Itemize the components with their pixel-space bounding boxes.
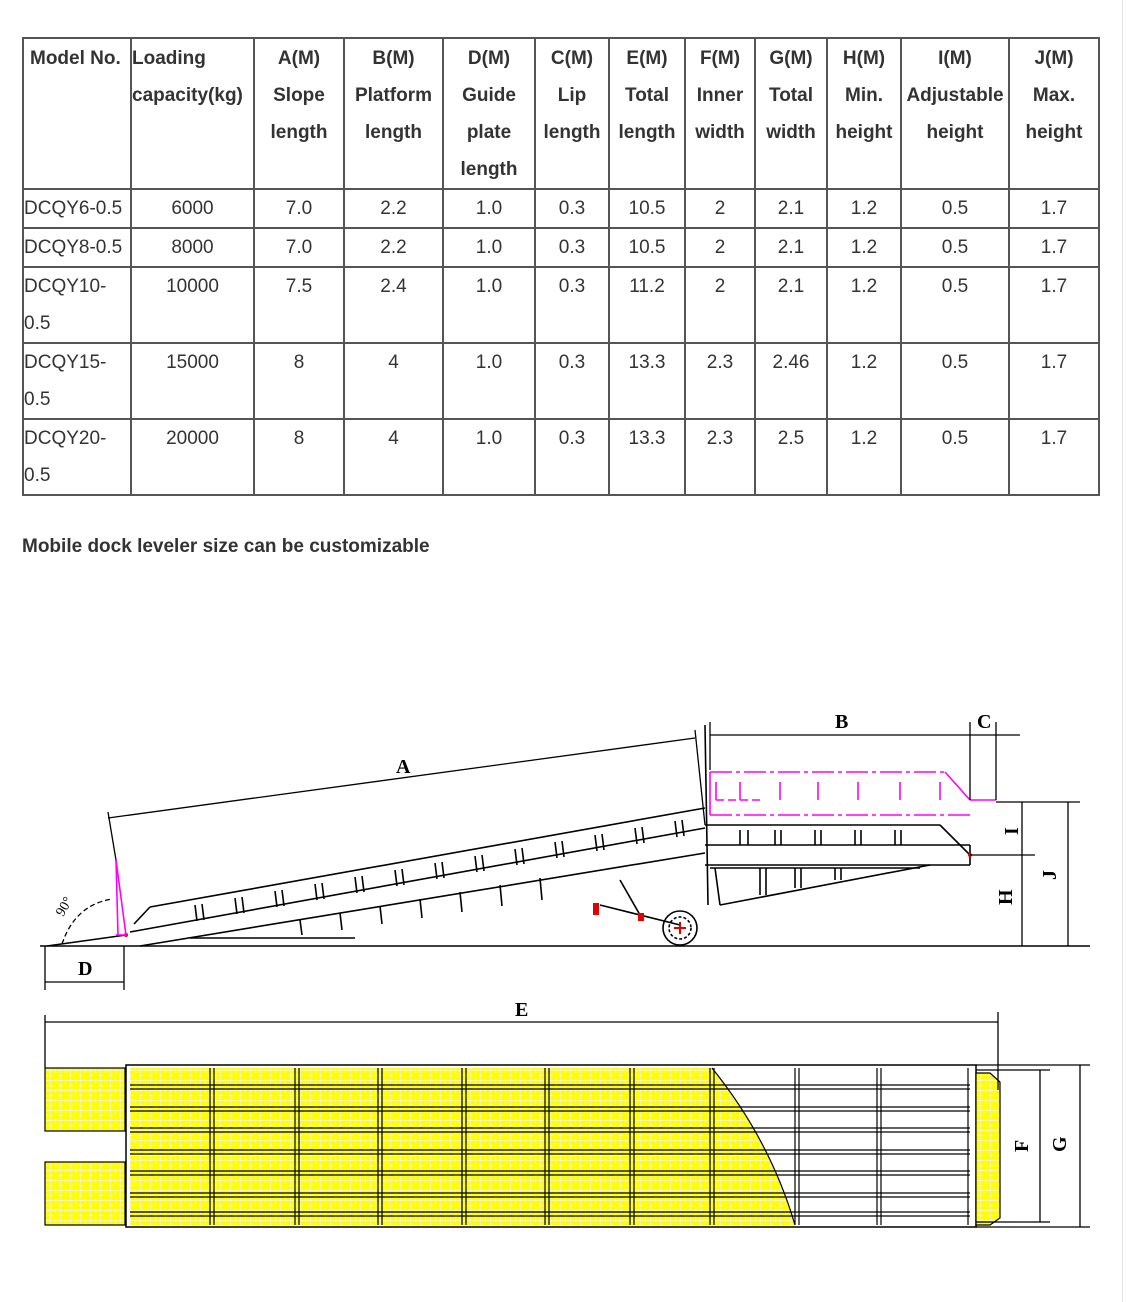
table-row (23, 343, 1099, 419)
cell-a: 8 (254, 419, 344, 495)
cell-c: 0.3 (535, 419, 609, 495)
cell-capacity: 8000 (131, 228, 254, 267)
cell-h: 1.2 (827, 189, 901, 228)
label-g: G (1049, 1136, 1071, 1152)
cell-d: 1.0 (443, 343, 535, 419)
table-row (23, 189, 1099, 228)
dimension-lines (45, 722, 1080, 990)
cell-h: 1.2 (827, 267, 901, 343)
header-text: capacity(kg) (132, 85, 243, 106)
table-row (23, 267, 1099, 343)
header-text: Total (769, 85, 813, 106)
header-text: plate (466, 122, 512, 143)
table-header-row (23, 38, 1099, 189)
cell-c: 0.3 (535, 189, 609, 228)
cell-c: 0.3 (535, 267, 609, 343)
cell-g: 2.1 (755, 267, 827, 343)
cell-j: 1.7 (1009, 343, 1099, 419)
cell-i: 0.5 (901, 343, 1009, 419)
cell-e: 11.2 (609, 267, 685, 343)
header-a (254, 38, 344, 189)
label-angle: 90° (53, 894, 77, 920)
header-text: height (1025, 122, 1083, 143)
cell-e: 13.3 (609, 419, 685, 495)
header-text: F(M) (699, 48, 741, 69)
header-text: D(M) (467, 48, 511, 69)
cell-model: DCQY6-0.5 (23, 189, 131, 228)
cell-model (23, 343, 131, 419)
cell-c: 0.3 (535, 343, 609, 419)
header-text: Min. (845, 85, 883, 106)
cell-capacity: 6000 (131, 189, 254, 228)
label-j: J (1039, 870, 1061, 880)
header-text: G(M) (769, 48, 813, 69)
model-line: DCQY10- (24, 276, 107, 297)
model-line: DCQY15- (24, 352, 107, 373)
table-row (23, 228, 1099, 267)
header-text: Adjustable (906, 85, 1004, 106)
top-view (45, 1012, 1090, 1227)
cell-c: 0.3 (535, 228, 609, 267)
header-text: Max. (1032, 85, 1076, 106)
cell-d: 1.0 (443, 419, 535, 495)
cell-f: 2 (685, 189, 755, 228)
label-f: F (1011, 1139, 1033, 1152)
header-b (344, 38, 443, 189)
cell-b: 2.2 (344, 189, 443, 228)
cell-d: 1.0 (443, 228, 535, 267)
header-text: width (695, 122, 745, 143)
header-text: length (460, 159, 518, 180)
header-g (755, 38, 827, 189)
cell-f: 2 (685, 267, 755, 343)
cell-i: 0.5 (901, 419, 1009, 495)
cell-g: 2.46 (755, 343, 827, 419)
cell-e: 10.5 (609, 189, 685, 228)
header-text: J(M) (1034, 48, 1074, 69)
label-b: B (835, 711, 849, 733)
header-text: height (926, 122, 984, 143)
spec-table (22, 37, 1100, 496)
cell-b: 2.4 (344, 267, 443, 343)
header-text: height (835, 122, 893, 143)
header-i (901, 38, 1009, 189)
header-f (685, 38, 755, 189)
ramp-members (195, 820, 684, 935)
cell-g: 2.1 (755, 189, 827, 228)
cell-model (23, 419, 131, 495)
cell-j: 1.7 (1009, 267, 1099, 343)
cell-model (23, 267, 131, 343)
cell-h: 1.2 (827, 419, 901, 495)
header-text: Model No. (30, 48, 121, 69)
customization-note: Mobile dock leveler size can be customizable (22, 536, 430, 557)
header-text: B(M) (372, 48, 415, 69)
header-e (609, 38, 685, 189)
header-text: length (365, 122, 422, 143)
cell-a: 7.0 (254, 228, 344, 267)
model-line: DCQY20- (24, 428, 107, 449)
label-c: C (977, 711, 992, 733)
header-text: C(M) (550, 48, 594, 69)
cell-e: 10.5 (609, 228, 685, 267)
header-h (827, 38, 901, 189)
cell-d: 1.0 (443, 189, 535, 228)
header-text: H(M) (842, 48, 886, 69)
label-a: A (396, 756, 411, 778)
header-c (535, 38, 609, 189)
header-text: length (543, 122, 601, 143)
header-text: Loading (132, 48, 206, 69)
cell-j: 1.7 (1009, 189, 1099, 228)
header-text: Inner (696, 85, 744, 106)
cell-f: 2.3 (685, 419, 755, 495)
cell-capacity: 15000 (131, 343, 254, 419)
label-h: H (995, 889, 1017, 905)
cell-h: 1.2 (827, 343, 901, 419)
header-text: A(M) (277, 48, 321, 69)
label-i: I (1001, 827, 1023, 835)
cell-a: 7.5 (254, 267, 344, 343)
label-e: E (515, 999, 529, 1021)
cell-b: 4 (344, 419, 443, 495)
label-d: D (78, 958, 93, 980)
cell-e: 13.3 (609, 343, 685, 419)
cell-h: 1.2 (827, 228, 901, 267)
cell-i: 0.5 (901, 228, 1009, 267)
header-d (443, 38, 535, 189)
cell-i: 0.5 (901, 189, 1009, 228)
cell-d: 1.0 (443, 267, 535, 343)
cell-b: 2.2 (344, 228, 443, 267)
cell-a: 7.0 (254, 189, 344, 228)
cell-i: 0.5 (901, 267, 1009, 343)
header-model (23, 38, 131, 189)
cell-capacity: 20000 (131, 419, 254, 495)
cell-capacity: 10000 (131, 267, 254, 343)
model-line: 0.5 (24, 465, 51, 486)
side-view (40, 725, 1090, 946)
header-text: length (270, 122, 328, 143)
header-text: Lip (557, 85, 587, 106)
cell-g: 2.1 (755, 228, 827, 267)
cell-f: 2 (685, 228, 755, 267)
header-j (1009, 38, 1099, 189)
cell-g: 2.5 (755, 419, 827, 495)
cell-a: 8 (254, 343, 344, 419)
header-text: width (766, 122, 816, 143)
cell-j: 1.7 (1009, 228, 1099, 267)
header-text: Guide (462, 85, 516, 106)
header-text: Platform (354, 85, 433, 106)
cell-b: 4 (344, 343, 443, 419)
model-line: 0.5 (24, 389, 51, 410)
cell-model: DCQY8-0.5 (23, 228, 131, 267)
header-capacity (131, 38, 254, 189)
table-row (23, 419, 1099, 495)
header-text: Slope (273, 85, 325, 106)
header-text: Total (625, 85, 669, 106)
dock-leveler-diagram (0, 690, 1126, 1250)
header-text: length (618, 122, 676, 143)
header-text: I(M) (938, 48, 972, 69)
header-text: E(M) (626, 48, 668, 69)
model-line: 0.5 (24, 313, 51, 334)
cell-j: 1.7 (1009, 419, 1099, 495)
cell-f: 2.3 (685, 343, 755, 419)
